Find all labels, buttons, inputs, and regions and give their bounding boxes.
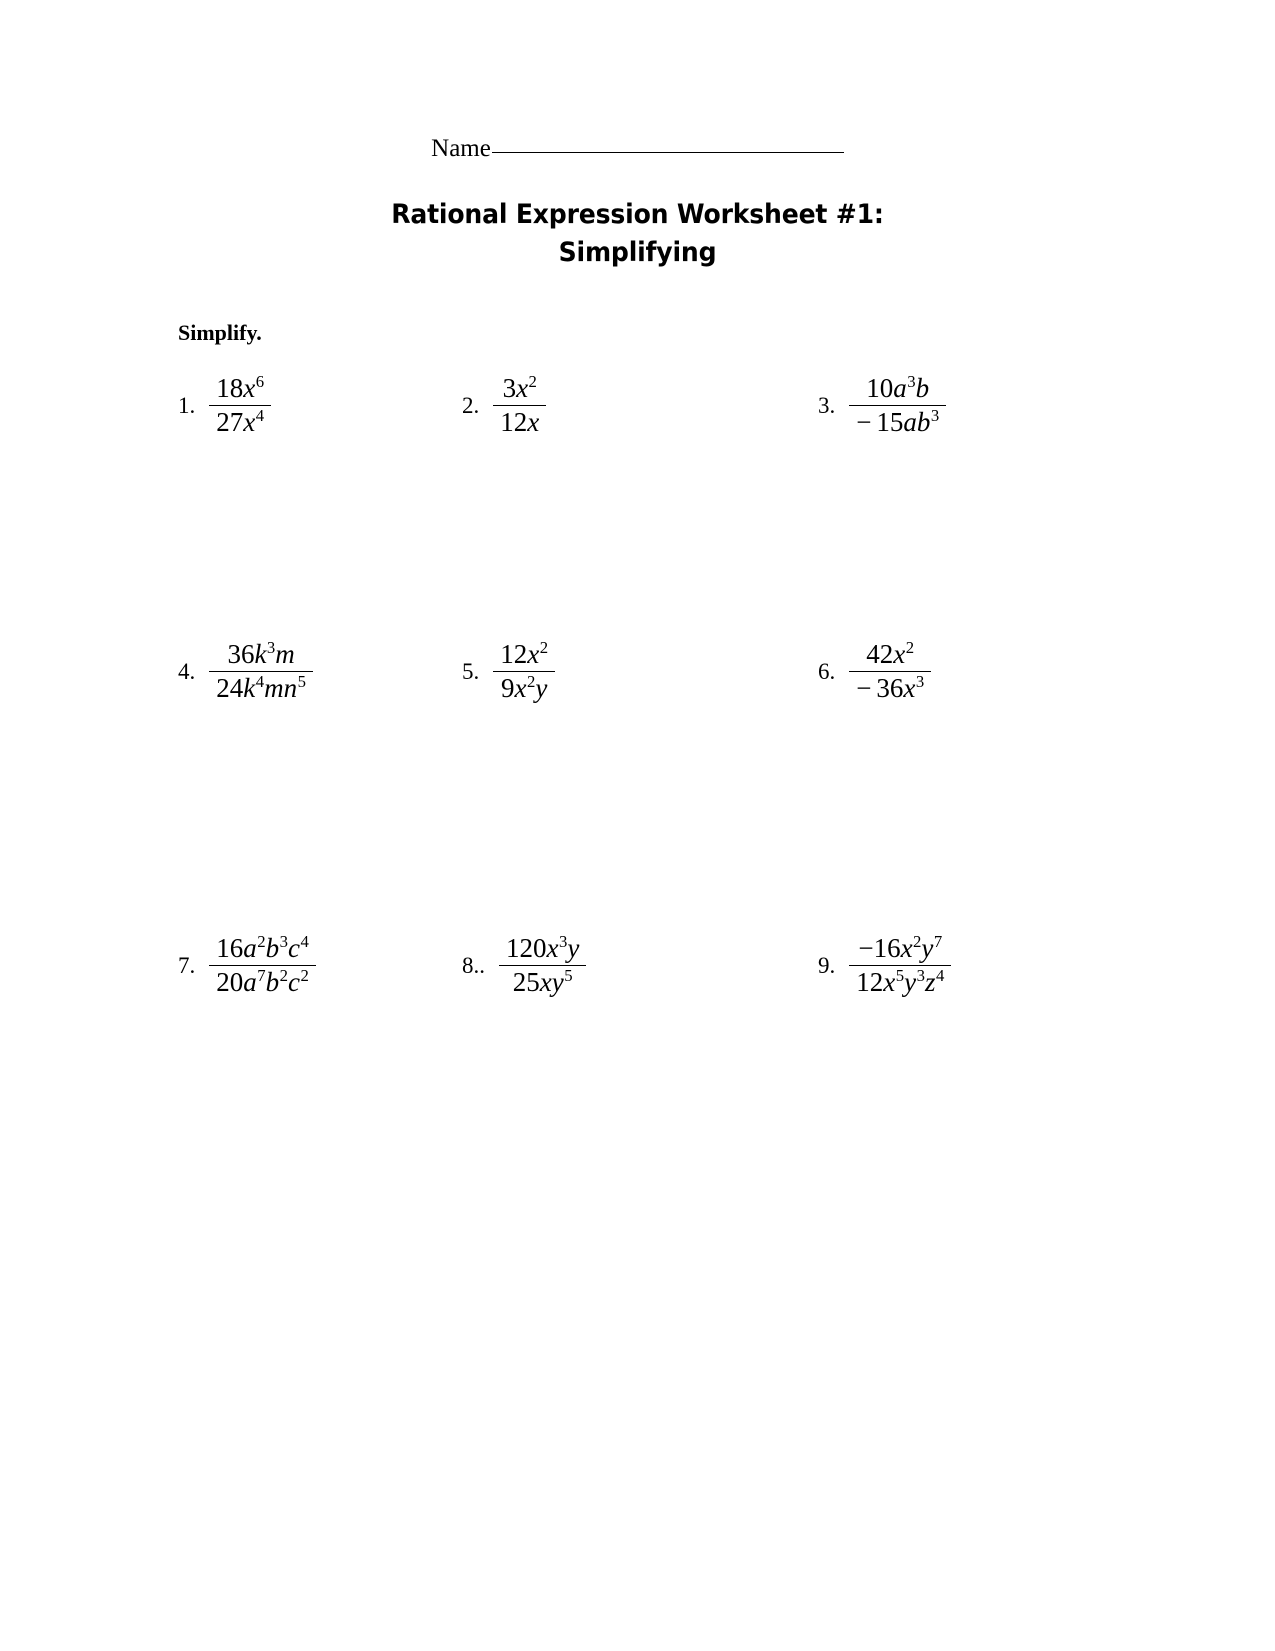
math-number: 10 bbox=[866, 373, 894, 403]
fraction bbox=[209, 372, 271, 439]
fraction-numerator bbox=[220, 638, 301, 671]
fraction-denominator bbox=[494, 672, 554, 705]
problem-6 bbox=[818, 638, 931, 705]
problem-row-3 bbox=[0, 932, 1275, 1072]
math-number: 18 bbox=[216, 373, 244, 403]
math-number: 36 bbox=[876, 673, 904, 704]
math-number: 12 bbox=[500, 407, 528, 438]
math-variable: y bbox=[535, 673, 548, 704]
fraction-numerator bbox=[496, 372, 544, 405]
problem-5 bbox=[462, 638, 555, 705]
math-number: 16 bbox=[216, 933, 244, 963]
fraction-numerator bbox=[859, 372, 936, 405]
math-number: 120 bbox=[506, 933, 547, 963]
math-exponent: 2 bbox=[279, 966, 288, 986]
fraction-denominator bbox=[209, 406, 271, 439]
math-exponent: 4 bbox=[255, 672, 265, 692]
math-number: 20 bbox=[216, 967, 244, 998]
math-exponent: 4 bbox=[300, 932, 309, 951]
fraction-numerator bbox=[493, 638, 555, 671]
math-exponent: 2 bbox=[300, 966, 309, 986]
math-exponent: 3 bbox=[279, 932, 288, 951]
math-exponent: 7 bbox=[257, 966, 266, 986]
problem-number: 8.. bbox=[462, 953, 485, 979]
math-variable: b bbox=[915, 373, 930, 403]
math-exponent: 2 bbox=[526, 672, 536, 692]
fraction bbox=[209, 638, 313, 705]
problem-row-1 bbox=[0, 372, 1275, 512]
math-variable: x bbox=[243, 373, 256, 403]
math-variable: xy bbox=[539, 967, 564, 998]
math-number: 16 bbox=[873, 933, 901, 963]
math-variable: x bbox=[243, 407, 256, 438]
page-title-line-2: Simplifying bbox=[558, 237, 717, 268]
math-variable: z bbox=[924, 967, 936, 998]
math-variable: b bbox=[265, 967, 280, 998]
fraction-denominator bbox=[493, 406, 546, 439]
math-variable: y bbox=[904, 967, 917, 998]
math-variable: a bbox=[243, 933, 257, 963]
fraction-denominator bbox=[506, 966, 580, 999]
problem-1 bbox=[178, 372, 271, 439]
page-title-line-1: Rational Expression Worksheet #1: bbox=[391, 199, 884, 230]
math-number: 9 bbox=[501, 673, 515, 704]
fraction bbox=[209, 932, 316, 999]
fraction-numerator bbox=[859, 638, 921, 671]
math-variable: x bbox=[883, 967, 896, 998]
name-field-row bbox=[0, 136, 1275, 161]
fraction bbox=[849, 372, 946, 439]
math-number: 27 bbox=[216, 407, 244, 438]
problem-4 bbox=[178, 638, 313, 705]
problem-3 bbox=[818, 372, 946, 439]
math-variable: b bbox=[265, 933, 280, 963]
math-number: 12 bbox=[856, 967, 884, 998]
math-variable: ab bbox=[903, 407, 931, 438]
problem-number: 3. bbox=[818, 393, 836, 419]
instruction-text: Simplify. bbox=[178, 320, 262, 345]
fraction-numerator bbox=[209, 932, 316, 965]
fraction bbox=[849, 932, 951, 999]
math-variable: x bbox=[903, 673, 916, 704]
fraction bbox=[493, 638, 555, 705]
problem-9 bbox=[818, 932, 951, 999]
fraction bbox=[493, 372, 546, 439]
math-variable: x bbox=[516, 373, 529, 403]
math-number: 12 bbox=[500, 639, 528, 669]
math-number: 24 bbox=[216, 673, 244, 704]
math-exponent: 7 bbox=[933, 932, 943, 951]
math-exponent: 3 bbox=[266, 638, 276, 657]
problem-8 bbox=[462, 932, 586, 999]
name-blank-line[interactable] bbox=[492, 152, 844, 153]
math-variable: y bbox=[567, 933, 580, 963]
math-exponent: 6 bbox=[255, 372, 265, 391]
fraction bbox=[499, 932, 586, 999]
problem-number: 6. bbox=[818, 659, 836, 685]
problem-7 bbox=[178, 932, 316, 999]
fraction-denominator bbox=[849, 406, 946, 439]
math-variable: c bbox=[288, 967, 300, 998]
fraction bbox=[849, 638, 931, 705]
problem-number: 2. bbox=[462, 393, 480, 419]
math-exponent: 4 bbox=[255, 406, 265, 426]
math-variable: a bbox=[893, 373, 907, 403]
math-exponent: 4 bbox=[935, 966, 945, 986]
math-variable: x bbox=[893, 639, 906, 669]
math-exponent: 3 bbox=[907, 372, 916, 391]
fraction-numerator bbox=[209, 372, 271, 405]
problem-number: 4. bbox=[178, 659, 196, 685]
math-number: 42 bbox=[866, 639, 894, 669]
math-number: 25 bbox=[512, 967, 540, 998]
math-minus-sign: − bbox=[856, 673, 872, 704]
math-variable: x bbox=[527, 639, 540, 669]
math-number: 3 bbox=[502, 373, 517, 403]
math-exponent: 5 bbox=[297, 672, 306, 692]
math-variable: y bbox=[921, 933, 934, 963]
math-exponent: 2 bbox=[905, 638, 915, 657]
problem-number: 9. bbox=[818, 953, 836, 979]
fraction-numerator bbox=[499, 932, 586, 965]
math-exponent: 3 bbox=[916, 966, 925, 986]
problem-number: 7. bbox=[178, 953, 196, 979]
fraction-denominator bbox=[209, 672, 313, 705]
problem-2 bbox=[462, 372, 546, 439]
math-variable: x bbox=[546, 933, 559, 963]
problem-number: 5. bbox=[462, 659, 480, 685]
math-variable: k bbox=[243, 673, 256, 704]
math-exponent: 2 bbox=[913, 932, 922, 951]
fraction-denominator bbox=[849, 672, 931, 705]
math-exponent: 5 bbox=[895, 966, 905, 986]
problem-row-2 bbox=[0, 638, 1275, 778]
math-variable: c bbox=[288, 933, 300, 963]
fraction-denominator bbox=[209, 966, 316, 999]
problem-number: 1. bbox=[178, 393, 196, 419]
name-inline-group bbox=[431, 136, 844, 161]
page-title bbox=[45, 196, 1231, 272]
math-exponent: 2 bbox=[257, 932, 266, 951]
name-label: Name bbox=[431, 135, 491, 162]
math-minus-sign: − bbox=[856, 407, 872, 438]
math-variable: a bbox=[243, 967, 257, 998]
math-minus-sign: − bbox=[858, 933, 874, 963]
math-exponent: 3 bbox=[915, 672, 925, 692]
math-variable: x bbox=[900, 933, 913, 963]
math-number: 36 bbox=[227, 639, 255, 669]
math-variable: k bbox=[254, 639, 267, 669]
math-exponent: 3 bbox=[558, 932, 568, 951]
math-number: 15 bbox=[876, 407, 904, 438]
fraction-denominator bbox=[849, 966, 951, 999]
math-variable: x bbox=[527, 407, 540, 438]
math-variable: m bbox=[275, 639, 295, 669]
math-variable: x bbox=[514, 673, 527, 704]
math-exponent: 2 bbox=[539, 638, 549, 657]
math-exponent: 5 bbox=[564, 966, 573, 986]
math-exponent: 3 bbox=[930, 406, 940, 426]
fraction-numerator bbox=[851, 932, 949, 965]
math-variable: mn bbox=[264, 673, 298, 704]
math-exponent: 2 bbox=[528, 372, 537, 391]
